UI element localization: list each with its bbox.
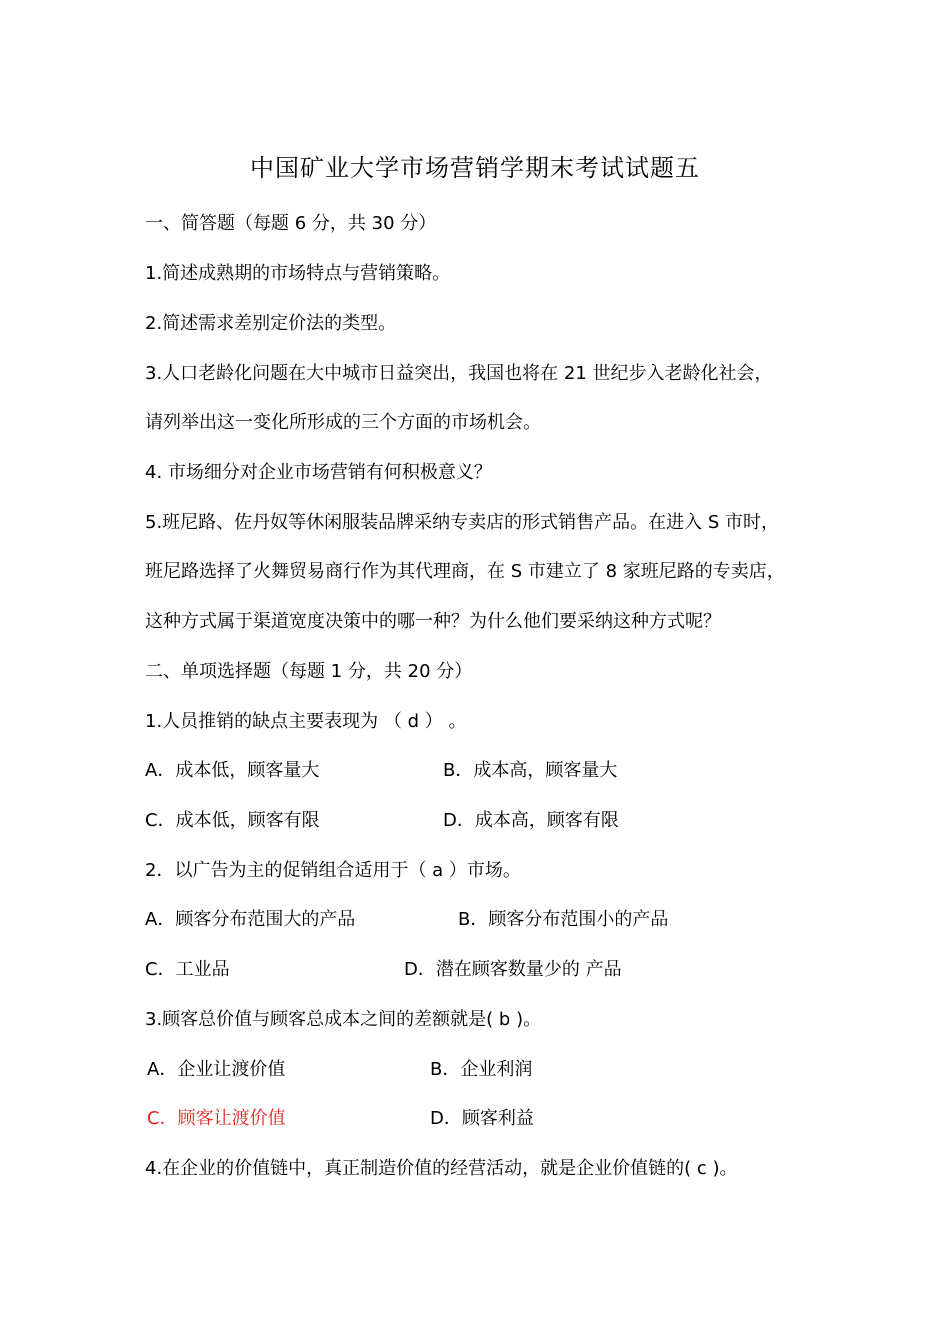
s1-question-5-line3: 这种方式属于渠道宽度决策中的哪一种？为什么他们要采纳这种方式呢？: [145, 611, 721, 632]
s1-question-2: 2.简述需求差别定价法的类型。: [145, 313, 397, 334]
s2-q1-option-b: B．成本高，顾客量大: [443, 760, 618, 781]
s1-question-3-line2: 请列举出这一变化所形成的三个方面的市场机会。: [145, 412, 541, 433]
section2-heading: 二、单项选择题（每题 1 分，共 20 分）: [145, 661, 473, 682]
page-title: 中国矿业大学市场营销学期末考试试题五: [250, 154, 700, 182]
s1-question-4: 4. 市场细分对企业市场营销有何积极意义？: [145, 462, 492, 483]
s2-q1-option-d: D．成本高，顾客有限: [443, 810, 619, 831]
s2-question-1-stem: 1.人员推销的缺点主要表现为 （ d ） 。: [145, 711, 467, 732]
s2-question-4-stem: 4.在企业的价值链中，真正制造价值的经营活动，就是企业价值链的( c )。: [145, 1158, 738, 1179]
s2-q3-option-a: A．企业让渡价值: [147, 1059, 286, 1080]
s1-question-3-line1: 3.人口老龄化问题在大中城市日益突出，我国也将在 21 世纪步入老龄化社会，: [145, 363, 773, 384]
s2-question-3-stem: 3.顾客总价值与顾客总成本之间的差额就是( b )。: [145, 1009, 542, 1030]
s2-q3-option-d: D．顾客利益: [430, 1108, 534, 1129]
s2-q1-option-a: A．成本低，顾客量大: [145, 760, 320, 781]
s2-question-2-stem: 2．以广告为主的促销组合适用于（ a ）市场。: [145, 860, 521, 881]
s2-q1-option-c: C．成本低，顾客有限: [145, 810, 320, 831]
s2-q3-option-b: B．企业利润: [430, 1059, 533, 1080]
s1-question-1: 1.简述成熟期的市场特点与营销策略。: [145, 263, 451, 284]
s2-q2-option-b: B．顾客分布范围小的产品: [458, 909, 669, 930]
s1-question-5-line1: 5.班尼路、佐丹奴等休闲服装品牌采纳专卖店的形式销售产品。在进入 S 市时，: [145, 512, 780, 533]
s2-q3-option-c-highlighted: C．顾客让渡价值: [147, 1108, 286, 1129]
s2-q2-option-a: A．顾客分布范围大的产品: [145, 909, 356, 930]
s1-question-5-line2: 班尼路选择了火舞贸易商行作为其代理商，在 S 市建立了 8 家班尼路的专卖店，: [145, 561, 785, 582]
section1-heading: 一、简答题（每题 6 分，共 30 分）: [145, 213, 437, 234]
s2-q2-option-c: C．工业品: [145, 959, 230, 980]
s2-q2-option-d: D．潜在顾客数量少的 产品: [404, 959, 622, 980]
